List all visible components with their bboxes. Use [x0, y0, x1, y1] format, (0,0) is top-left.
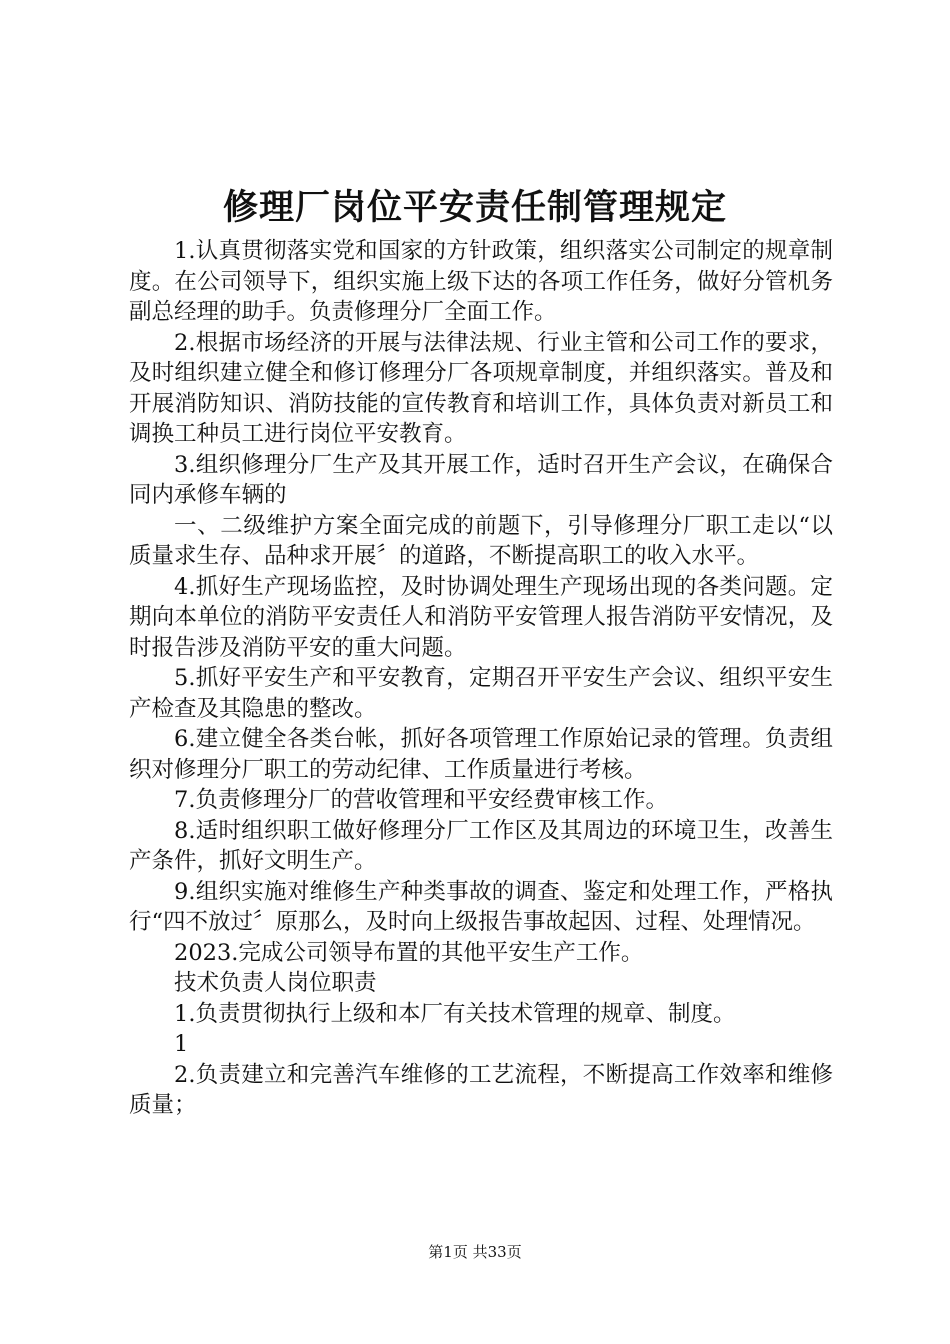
paragraph: 2.根据市场经济的开展与法律法规、行业主管和公司工作的要求，及时组织建立健全和修订修理分厂各项规章制度，并组织落实。普及和开展消防知识、消防技能的宣传教育和培训工作，具体负责对新员工和调换工种员工进行岗位平安教育。: [129, 329, 833, 447]
paragraph: 1.负责贯彻执行上级和本厂有关技术管理的规章、制度。: [174, 1000, 736, 1027]
paragraph: 4.抓好生产现场监控，及时协调处理生产现场出现的各类问题。定期向本单位的消防平安责任人和消防平安管理人报告消防平安情况，及时报告涉及消防平安的重大问题。: [129, 573, 833, 661]
paragraph: 8.适时组织职工做好修理分厂工作区及其周边的环境卫生，改善生产条件，抓好文明生产。: [129, 817, 833, 874]
paragraph: 9.组织实施对维修生产种类事故的调查、鉴定和处理工作，严格执行“四不放过〞原那么，及时向上级报告事故起因、过程、处理情况。: [129, 878, 833, 935]
paragraph: 2023.完成公司领导布置的其他平安生产工作。: [174, 939, 644, 966]
document-title: 修理厂岗位平安责任制管理规定: [222, 188, 727, 228]
paragraph: 1.认真贯彻落实党和国家的方针政策，组织落实公司制定的规章制度。在公司领导下，组织实施上级下达的各项工作任务，做好分管机务副总经理的助手。负责修理分厂全面工作。: [129, 238, 833, 325]
paragraph: 5.抓好平安生产和平安教育，定期召开平安生产会议、组织平安生产检查及其隐患的整改。: [129, 665, 833, 722]
section-heading: 技术负责人岗位职责: [174, 970, 377, 996]
paragraph: 一、二级维护方案全面完成的前题下，引导修理分厂职工走以“以质量求生存、品种求开展〞的道路，不断提高职工的收入水平。: [129, 512, 833, 569]
paragraph: 3.组织修理分厂生产及其开展工作，适时召开生产会议，在确保合同内承修车辆的: [129, 451, 833, 508]
paragraph: 1: [174, 1031, 189, 1057]
paragraph: 2.负责建立和完善汽车维修的工艺流程，不断提高工作效率和维修质量；: [129, 1061, 833, 1118]
page-footer: 第1页 共33页: [428, 1243, 522, 1261]
paragraph: 6.建立健全各类台帐，抓好各项管理工作原始记录的管理。负责组织对修理分厂职工的劳动纪律、工作质量进行考核。: [129, 726, 833, 783]
paragraph: 7.负责修理分厂的营收管理和平安经费审核工作。: [174, 787, 668, 813]
document-body: [129, 236, 833, 1121]
